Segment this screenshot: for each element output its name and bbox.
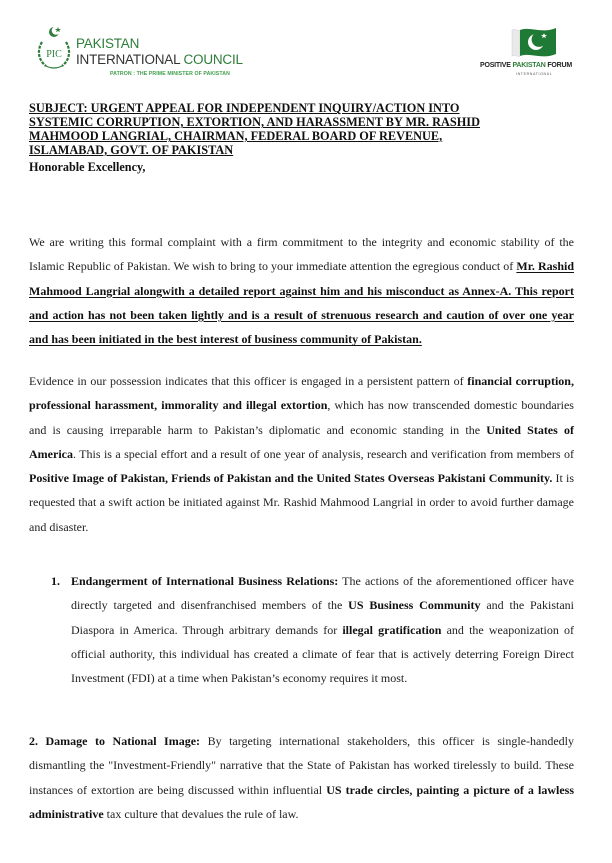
ppf-logo bbox=[478, 26, 588, 82]
pic-logo bbox=[34, 24, 254, 84]
evidence-text: , which has now transcended domestic boundaries and is causing irreparable harm to Pakistan’s diplomatic and economic standing in the bbox=[29, 398, 574, 437]
list-item-number: 1. bbox=[51, 574, 60, 588]
list-item-heading: Endangerment of International Business Relations: bbox=[71, 574, 339, 588]
paragraph-evidence bbox=[29, 369, 574, 539]
list-item-emphasis: illegal gratification bbox=[342, 622, 442, 637]
evidence-text: It is requested that a swift action be initiated against Mr. Rashid Mahmood Langrial in order to avoid further damage and disaster. bbox=[29, 471, 574, 534]
list-item-text: The actions of the aforementioned officer have directly targeted and disenfranchised members of the bbox=[71, 574, 575, 613]
list-item-text: tax culture that devalues the rule of law. bbox=[103, 806, 299, 821]
list-item-emphasis: US Business Community bbox=[348, 598, 481, 613]
list-item-text: and the weaponization of official authority, this individual has created a climate of fear that is actively deterring Foreign Direct Investment (FDI) at a time when Pakistan’s economy requires it most. bbox=[71, 622, 574, 686]
ppf-name-pakistan: PAKISTAN bbox=[512, 62, 546, 69]
ppf-name-positive: POSITIVE bbox=[480, 62, 511, 69]
list-item-body bbox=[71, 569, 574, 690]
ppf-name-forum: FORUM bbox=[547, 62, 572, 69]
list-item-1 bbox=[51, 569, 574, 690]
pic-patron-line: PATRON : THE PRIME MINISTER OF PAKISTAN bbox=[110, 71, 230, 77]
pic-name-international: INTERNATIONAL bbox=[76, 52, 180, 67]
evidence-emphasis: Positive Image of Pakistan, Friends of Pakistan and the United States Overseas Pakistani Community. bbox=[29, 471, 553, 486]
paragraph-intro-emphasis: Mr. Rashid Mahmood Langrial alongwith a detailed report against him and his misconduct as Annex-A. This report and action has not been taken lightly and is a result of strenuous research and caution of over one year and has been initiated in the best interest of business community of Pakistan. bbox=[29, 259, 575, 347]
pic-name-council: COUNCIL bbox=[183, 52, 243, 67]
pic-org-name bbox=[76, 36, 243, 68]
evidence-text: . This is a special effort and a result of one year of analysis, research and verification from members of bbox=[72, 446, 574, 461]
evidence-text: Evidence in our possession indicates that this officer is engaged in a persistent pattern of bbox=[29, 374, 468, 388]
evidence-emphasis: financial corruption, professional harassment, immorality and illegal extortion bbox=[29, 374, 574, 413]
crescent-star-wreath-icon bbox=[34, 24, 74, 72]
pakistan-flag-icon bbox=[506, 26, 562, 60]
letter-subject: SUBJECT: URGENT APPEAL FOR INDEPENDENT INQUIRY/ACTION INTO SYSTEMIC CORRUPTION, EXTORTION, AND HARASSMENT BY MR. RASHID MAHMOOD LANGRIAL, CHAIRMAN, FEDERAL BOARD OF REVENUE, ISLAMABAD, GOVT. OF PAKISTAN bbox=[29, 101, 480, 157]
letter-greeting: Honorable Excellency, bbox=[29, 160, 146, 174]
list-item-2 bbox=[29, 729, 574, 826]
evidence-emphasis: United States of America bbox=[29, 422, 575, 461]
pic-emblem-text: PIC bbox=[46, 49, 62, 60]
ppf-org-name bbox=[480, 62, 572, 69]
list-item-emphasis: US trade circles, painting a picture of a lawless administrative bbox=[29, 782, 574, 821]
paragraph-intro-text: We are writing this formal complaint with a firm commitment to the integrity and economic stability of the Islamic Republic of Pakistan. We wish to bring to your immediate attention the egregious conduct of bbox=[29, 235, 574, 274]
ppf-subtitle: INTERNATIONAL bbox=[516, 72, 553, 76]
paragraph-intro bbox=[29, 230, 574, 351]
list-item-heading: 2. Damage to National Image: bbox=[29, 734, 201, 748]
pic-name-line2 bbox=[76, 52, 243, 68]
pic-name-line1: PAKISTAN bbox=[76, 36, 140, 51]
list-item-text: and the Pakistani Diaspora in America. Through arbitrary demands for bbox=[71, 598, 574, 637]
list-item-text: By targeting international stakeholders, this officer is single-handedly dismantling the "Investment-Friendly" narrative that the State of Pakistan has worked tirelessly to build. These instances of extortion are being discussed within influential bbox=[29, 734, 574, 797]
